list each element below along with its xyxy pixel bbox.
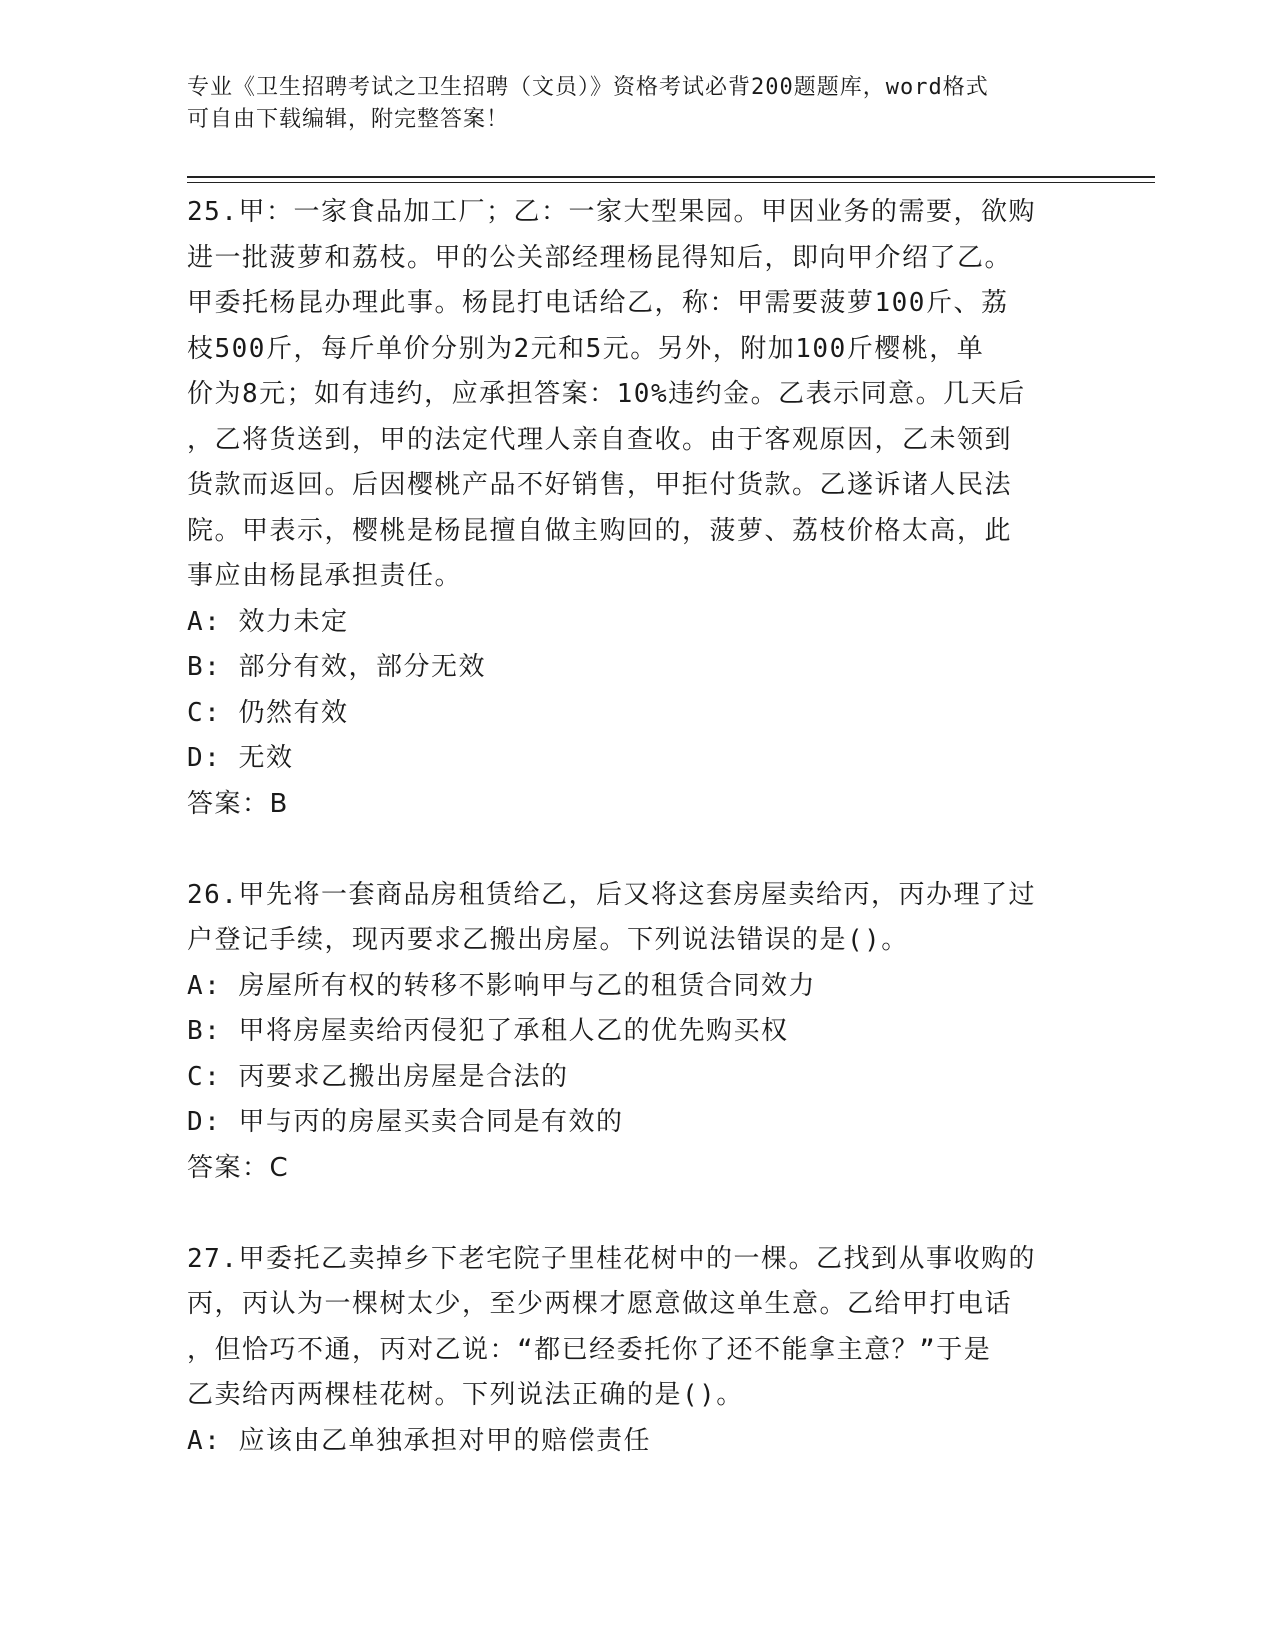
question-text-line: ，乙将货送到，甲的法定代理人亲自查收。由于客观原因，乙未领到 [187, 424, 1013, 455]
question-26 [187, 873, 1087, 1192]
option-a: A: 效力未定 [187, 606, 349, 637]
question-text-line: 事应由杨昆承担责任。 [187, 561, 463, 591]
option-a: A: 房屋所有权的转移不影响甲与乙的租赁合同效力 [187, 970, 816, 1001]
question-text-line: ，但恰巧不通，丙对乙说：“都已经委托你了还不能拿主意？”于是 [187, 1334, 992, 1365]
question-text-line: 进一批菠萝和荔枝。甲的公关部经理杨昆得知后，即向甲介绍了乙。 [187, 242, 1013, 273]
option-c: C: 仍然有效 [187, 697, 349, 728]
option-c: C: 丙要求乙搬出房屋是合法的 [187, 1061, 569, 1092]
answer-label: 答案：B [187, 788, 289, 819]
header-divider-thin [187, 182, 1155, 183]
question-text-line: 27.甲委托乙卖掉乡下老宅院子里桂花树中的一棵。乙找到从事收购的 [187, 1243, 1036, 1274]
question-25 [187, 190, 1087, 827]
option-b: B: 甲将房屋卖给丙侵犯了承租人乙的优先购买权 [187, 1016, 789, 1046]
header-divider-thick [187, 176, 1155, 178]
question-text-line: 院。甲表示，樱桃是杨昆擅自做主购回的，菠萝、荔枝价格太高，此 [187, 515, 1013, 546]
option-a: A: 应该由乙单独承担对甲的赔偿责任 [187, 1425, 651, 1456]
question-text-line: 25.甲：一家食品加工厂；乙：一家大型果园。甲因业务的需要，欲购 [187, 197, 1036, 227]
question-list [187, 190, 1087, 1464]
document-header [187, 72, 1087, 136]
question-text-line: 乙卖给丙两棵桂花树。下列说法正确的是()。 [187, 1380, 744, 1410]
question-spacer [187, 1191, 1087, 1237]
answer-label: 答案：C [187, 1152, 290, 1183]
question-text-line: 26.甲先将一套商品房租赁给乙，后又将这套房屋卖给丙，丙办理了过 [187, 879, 1036, 910]
question-text-line: 枝500斤，每斤单价分别为2元和5元。另外，附加100斤樱桃，单 [187, 333, 985, 364]
question-spacer [187, 827, 1087, 873]
option-d: D: 无效 [187, 743, 294, 773]
question-text-line: 丙，丙认为一棵树太少，至少两棵才愿意做这单生意。乙给甲打电话 [187, 1289, 1013, 1319]
question-text-line: 户登记手续，现丙要求乙搬出房屋。下列说法错误的是()。 [187, 925, 909, 955]
question-27 [187, 1237, 1087, 1465]
question-text-line: 货款而返回。后因樱桃产品不好销售，甲拒付货款。乙遂诉诸人民法 [187, 470, 1013, 500]
header-line: 专业《卫生招聘考试之卫生招聘（文员）》资格考试必背200题题库，word格式 [187, 75, 989, 100]
header-line: 可自由下载编辑，附完整答案！ [187, 107, 510, 132]
option-b: B: 部分有效，部分无效 [187, 652, 486, 682]
option-d: D: 甲与丙的房屋买卖合同是有效的 [187, 1107, 624, 1137]
question-text-line: 甲委托杨昆办理此事。杨昆打电话给乙，称：甲需要菠萝100斤、荔 [187, 288, 1009, 318]
question-text-line: 价为8元；如有违约，应承担答案：10%违约金。乙表示同意。几天后 [187, 379, 1026, 409]
